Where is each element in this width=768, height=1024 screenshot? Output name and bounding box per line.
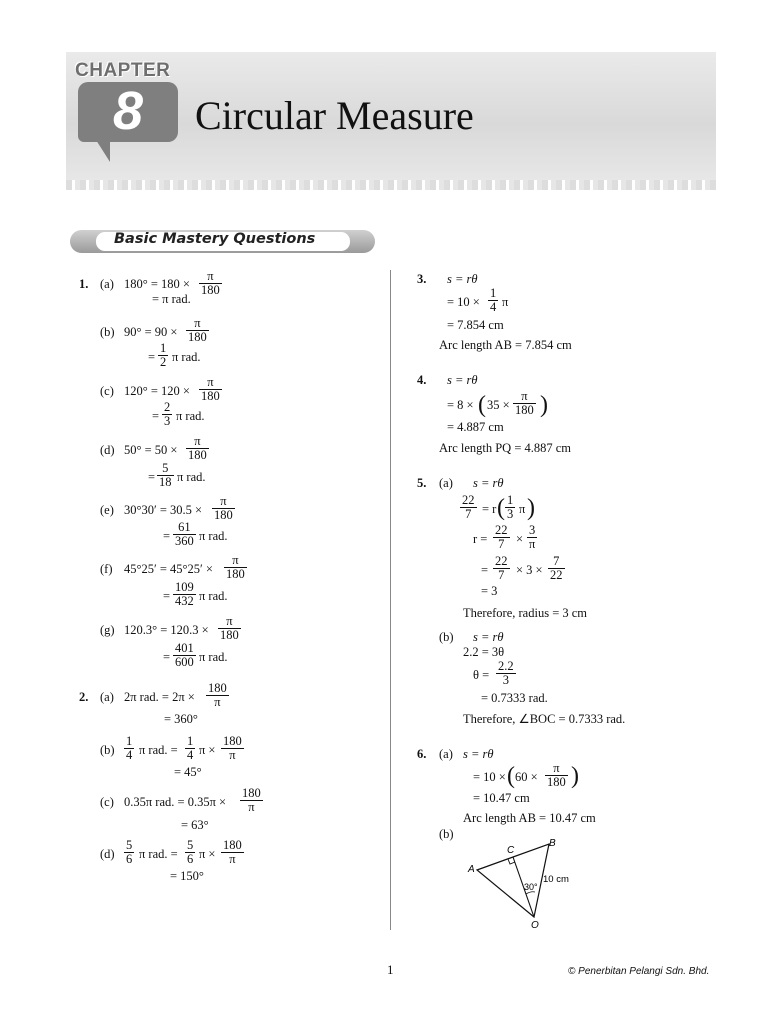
q1g-line1: 120.3° = 120.3 × (124, 623, 209, 637)
q1f-tag: (f) (100, 562, 113, 576)
q2d-line2: = 150° (170, 869, 204, 883)
q2c-line1: 0.35π rad. = 0.35π × (124, 795, 227, 809)
q1d-result-frac: $\frac{5}{18}$ (159, 461, 172, 489)
q2c-frac: $\frac{180}{\pi}$ (242, 786, 261, 814)
q1b-result-frac: $\frac{1}{2}$ (160, 341, 167, 369)
q1b-line1: 90° = 90 × (124, 325, 178, 339)
label-side: 10 cm (543, 874, 569, 885)
q2d-tag: (d) (100, 847, 115, 861)
q6-number: 6. (417, 747, 427, 761)
q5b-answer: Therefore, ∠BOC = 0.7333 rad. (463, 712, 626, 726)
q2b-line2: = 45° (174, 765, 202, 779)
q4-frac: $\frac{\pi}{180}$ (515, 389, 534, 417)
q2c-line2: = 63° (181, 818, 209, 832)
column-divider (390, 270, 391, 930)
q2b-tag: (b) (100, 743, 115, 757)
page-number: 1 (387, 962, 394, 977)
q1c-tag: (c) (100, 384, 114, 398)
q4-number: 4. (417, 373, 427, 387)
q1c-frac: $\frac{\pi}{180}$ (201, 375, 220, 403)
label-b: B (549, 838, 556, 849)
q1a-line2: = π rad. (152, 292, 191, 306)
publisher-credit: © Penerbitan Pelangi Sdn. Bhd. (568, 966, 710, 977)
q2b-frac: $\frac{180}{\pi}$ (223, 734, 242, 762)
q1a-tag: (a) (100, 277, 114, 291)
section-heading: Basic Mastery Questions (114, 231, 316, 247)
q1d-line1: 50° = 50 × (124, 443, 178, 457)
q1f-result-frac: $\frac{109}{432}$ (175, 580, 194, 608)
label-a: A (468, 864, 475, 875)
q1-number: 1. (79, 277, 89, 291)
triangle-diagram (460, 832, 580, 932)
q1g-frac: $\frac{\pi}{180}$ (220, 614, 239, 642)
q1c-line1: 120° = 120 × (124, 384, 190, 398)
q1a-frac: $\frac{\pi}{180}$ (201, 269, 220, 297)
q5-number: 5. (417, 476, 427, 490)
chapter-label: CHAPTER (75, 60, 171, 81)
q3-frac: $\frac{1}{4}$ (490, 286, 497, 314)
q1b-frac: $\frac{\pi}{180}$ (188, 316, 207, 344)
q6a-answer: Arc length AB = 10.47 cm (463, 811, 596, 825)
q1e-frac: $\frac{\pi}{180}$ (214, 494, 233, 522)
q3-number: 3. (417, 272, 427, 286)
q5a-answer: Therefore, radius = 3 cm (463, 606, 588, 620)
q3-answer: Arc length AB = 7.854 cm (439, 338, 572, 352)
q1e-tag: (e) (100, 503, 114, 517)
q1f-line1: 45°25′ = 45°25′ × (124, 562, 213, 576)
label-c: C (507, 845, 515, 856)
q1a-line1: 180° = 180 × (124, 277, 190, 291)
q2-number: 2. (79, 690, 89, 704)
q2c-tag: (c) (100, 795, 114, 809)
chapter-title: Circular Measure (195, 93, 474, 138)
label-angle: 30° (524, 882, 538, 892)
q1e-result-frac: $\frac{61}{360}$ (175, 520, 194, 548)
q1c-result-frac: $\frac{2}{3}$ (164, 400, 171, 428)
q1d-frac: $\frac{\pi}{180}$ (188, 434, 207, 462)
q2a-line1: 2π rad. = 2π × (124, 690, 195, 704)
angle-arc (526, 892, 535, 894)
q1f-frac: $\frac{\pi}{180}$ (226, 553, 245, 581)
q2a-tag: (a) (100, 690, 114, 704)
q4-answer: Arc length PQ = 4.887 cm (439, 441, 572, 455)
chapter-box-tail (96, 140, 110, 162)
q1b-tag: (b) (100, 325, 115, 339)
q1g-result-frac: $\frac{401}{600}$ (175, 641, 194, 669)
q1d-tag: (d) (100, 443, 115, 457)
chapter-number: 8 (112, 81, 144, 141)
q6-frac: $\frac{\pi}{180}$ (547, 761, 566, 789)
label-o: O (531, 920, 539, 931)
q2a-frac: $\frac{180}{\pi}$ (208, 681, 227, 709)
q2a-line2: = 360° (164, 712, 198, 726)
q1g-tag: (g) (100, 623, 115, 637)
q1e-line1: 30°30′ = 30.5 × (124, 503, 203, 517)
q2d-frac: $\frac{180}{\pi}$ (223, 838, 242, 866)
